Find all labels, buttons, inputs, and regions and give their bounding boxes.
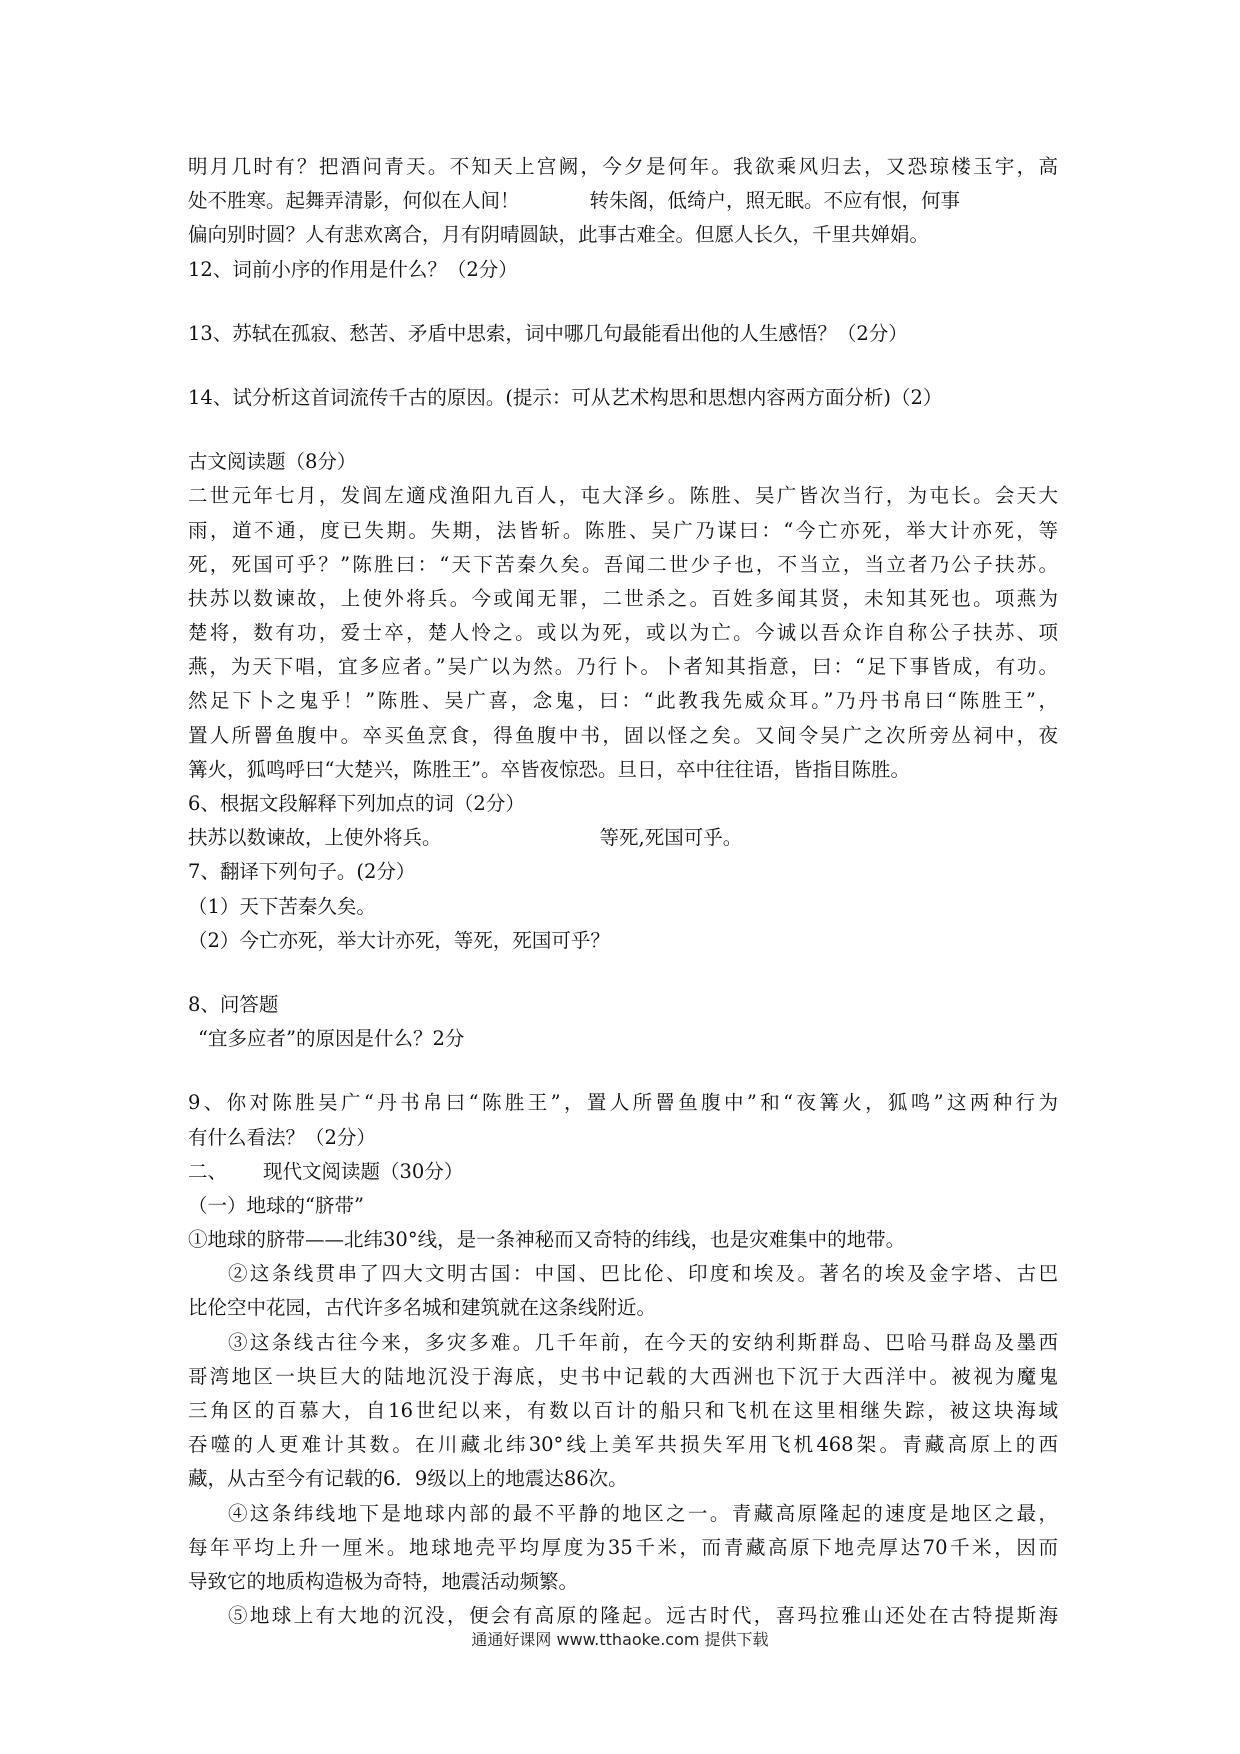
answer-space	[188, 351, 1058, 381]
modern-heading	[188, 1155, 1058, 1189]
poem-line-3: 偏向别时圆？人有悲欢离合，月有阴晴圆缺，此事古难全。但愿人长久，千里共婵娟。	[188, 223, 930, 247]
question-14: 14、试分析这首词流传千古的原因。(提示：可从艺术构思和思想内容两方面分析)（2）	[188, 385, 943, 409]
question-8: 8、问答题	[188, 992, 279, 1016]
question-9-line-1: 9、你对陈胜吴广“丹书帛曰“陈胜王”，置人所罾鱼腹中”和“夜篝火，狐鸣”这两种行为	[188, 1091, 1058, 1115]
question-13: 13、苏轼在孤寂、愁苦、矛盾中思索，词中哪几句最能看出他的人生感悟？（2分）	[188, 321, 908, 345]
page-footer: 通通好课网 www.tthaoke.com 提供下载	[471, 1630, 769, 1649]
modern-paragraph-5-line: ⑤地球上有大地的沉没，便会有高原的隆起。远古时代，喜玛拉雅山还处在古特提斯海	[228, 1604, 1058, 1628]
classical-line: 二世元年七月，发闾左適戍渔阳九百人，屯大泽乡。陈胜、吴广皆次当行，为屯长。会天大	[188, 484, 1058, 508]
modern-paragraph-3-line: 哥湾地区一块巨大的陆地沉没于海底，史书中记载的大西洲也下沉于大西洋中。被视为魔鬼	[188, 1364, 1058, 1388]
classical-line: 扶苏以数谏故，上使外将兵。今或闻无罪，二世杀之。百姓多闻其贤，未知其死也。项燕为	[188, 586, 1058, 610]
poem-line-2	[188, 184, 1058, 218]
question-7-item-2: （2）今亡亦死，举大计亦死，等死，死国可乎？	[188, 928, 610, 952]
question-9-line-2: 有什么看法？（2分）	[188, 1125, 376, 1149]
poem-line-2a: 处不胜寒。起舞弄清影，何似在人间！	[188, 189, 520, 213]
modern-paragraph-4-line: ④这条纬线地下是地球内部的最不平静的地区之一。青藏高原隆起的速度是地区之最，	[228, 1501, 1058, 1525]
question-6-item-b: 等死,死国可乎。	[599, 826, 743, 850]
classical-line: 然足下卜之鬼乎！”陈胜、吴广喜，念鬼，曰：“此教我先威众耳。”乃丹书帛曰“陈胜王”，	[188, 689, 1058, 713]
modern-heading-text: 现代文阅读题（30分）	[263, 1159, 464, 1183]
question-6: 6、根据文段解释下列加点的词（2分）	[188, 792, 525, 815]
classical-line: 雨，道不通，度已失期。失期，法皆斩。陈胜、吴广乃谋曰：“今亡亦死，举大计亦死，等	[188, 518, 1058, 542]
modern-paragraph-4-line: 导致它的地质构造极为奇特，地震活动频繁。	[188, 1569, 579, 1593]
modern-paragraph-2-line: 比伦空中花园，古代许多名城和建筑就在这条线附近。	[188, 1296, 657, 1320]
question-6-item-a: 扶苏以数谏故，上使外将兵。	[188, 826, 442, 850]
answer-space	[188, 1056, 1058, 1086]
answer-space	[188, 958, 1058, 988]
modern-subheading: （一）地球的“脐带”	[188, 1193, 364, 1217]
classical-line: 燕，为天下唱，宜多应者。”吴广以为然。乃行卜。卜者知其指意，曰：“足下事皆成，有功。	[188, 655, 1058, 679]
classical-line: 篝火，狐鸣呼曰“大楚兴，陈胜王”。卒皆夜惊恐。旦日，卒中往往语，皆指目陈胜。	[188, 757, 910, 781]
question-7-item-1: （1）天下苦秦久矣。	[188, 894, 376, 918]
classical-heading: 古文阅读题（8分）	[188, 450, 357, 474]
modern-paragraph-3-line: 三角区的百慕大，自16世纪以来，有数以百计的船只和飞机在这里相继失踪，被这块海域	[188, 1399, 1058, 1422]
question-12: 12、词前小序的作用是什么？（2分）	[188, 257, 518, 281]
document-page	[188, 150, 1058, 1633]
poem-line-2b: 转朱阁，低绮户，照无眠。不应有恨，何事	[589, 189, 961, 213]
modern-paragraph-3-line: ③这条线古往今来，多灾多难。几千年前，在今天的安纳利斯群岛、巴哈马群岛及墨西	[228, 1330, 1058, 1354]
answer-space	[188, 287, 1058, 317]
modern-paragraph-4-line: 每年平均上升一厘米。地球地壳平均厚度为35千米，而青藏高原下地壳厚达70千米，因而	[188, 1535, 1058, 1559]
modern-heading-number: 二、	[188, 1159, 228, 1183]
answer-space	[188, 415, 1058, 445]
classical-line: 死，死国可乎？”陈胜曰：“天下苦秦久矣。吾闻二世少子也，不当立，当立者乃公子扶苏。	[188, 552, 1058, 576]
modern-paragraph-3-line: 藏，从古至今有记载的6．9级以上的地震达86次。	[188, 1467, 628, 1491]
poem-line-1: 明月几时有？把酒问青天。不知天上宫阙，今夕是何年。我欲乘风归去，又恐琼楼玉宇，高	[188, 155, 1058, 178]
classical-line: 楚将，数有功，爱士卒，楚人怜之。或以为死，或以为亡。今诚以吾众诈自称公子扶苏、项	[188, 621, 1058, 645]
modern-paragraph-1: ①地球的脐带——北纬30°线，是一条神秘而又奇特的纬线，也是灾难集中的地带。	[188, 1228, 906, 1252]
modern-paragraph-2-line: ②这条线贯串了四大文明古国：中国、巴比伦、印度和埃及。著名的埃及金字塔、古巴	[228, 1262, 1058, 1286]
question-6-items	[188, 821, 1058, 855]
modern-paragraph-3-line: 吞噬的人更难计其数。在川藏北纬30°线上美军共损失军用飞机468架。青藏高原上的西	[188, 1433, 1058, 1457]
classical-line: 置人所罾鱼腹中。卒买鱼烹食，得鱼腹中书，固以怪之矣。又间令吴广之次所旁丛祠中，夜	[188, 723, 1058, 747]
question-8-text: “宜多应者”的原因是什么？2分	[198, 1027, 465, 1051]
question-7: 7、翻译下列句子。(2分）	[188, 860, 416, 884]
